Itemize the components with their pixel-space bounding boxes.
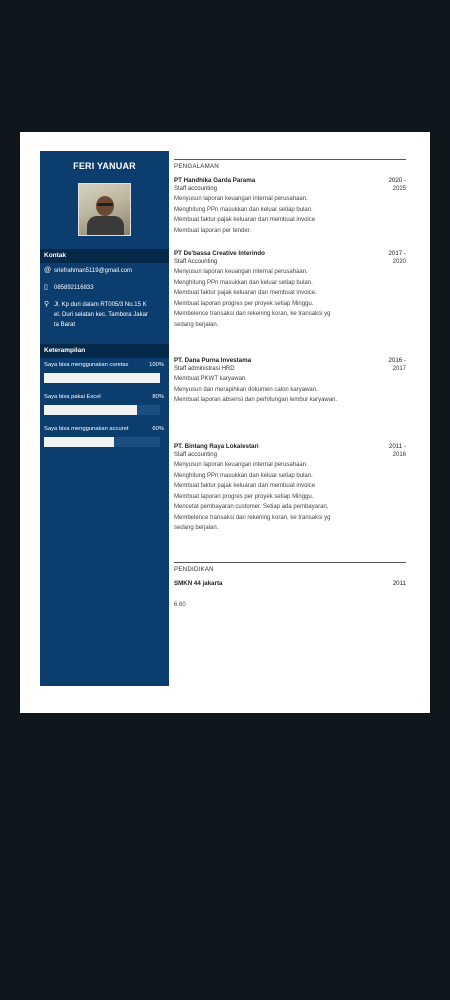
education-note: 6.60 <box>174 602 186 608</box>
contact-heading: Kontak <box>40 249 169 263</box>
contact-email: @ sriefrahman5119@gmail.com <box>44 267 133 274</box>
skill-bar <box>44 405 160 415</box>
job-entry: PT. Bintang Raya Lokalestari 2011 - Staff accounting 2016 Menyusun laporan keuangan internal perusahaan. Menghitung PPn masukkan dan keluar setiap bulan. Membuat faktur pajak keluaran dan membuat invoice Membuat laporan progres per proyek setiap Minggu. Mencetat pembayaran customer. Setiap ada pembayaran, Membelence transaksi dari rekening koran, ke transaksi yg sedang berjalan. <box>174 443 406 531</box>
resume-page <box>20 132 430 713</box>
location-pin-icon: ⚲ <box>44 301 50 308</box>
contact-phone: ▯ 085892116833 <box>44 284 94 291</box>
skill-label: Saya bisa pakai Excel 80% <box>44 394 164 400</box>
experience-heading: PENGALAMAN <box>174 163 219 170</box>
education-entry: SMKN 44 jakarta 2011 <box>174 580 406 587</box>
phone-icon: ▯ <box>44 284 48 291</box>
skill-bar <box>44 373 160 383</box>
divider <box>174 562 406 563</box>
resume-sidebar <box>40 151 169 686</box>
contact-address: ⚲ Jl. Kp duri dalam RT005/3 No.15 K el. Duri selatan kec. Tambora Jakar ta Barat <box>44 301 148 328</box>
job-entry: PT Handhika Garda Parama 2020 - Staff accounting 2025 Menyusun laporan keuangan internal perusahaan. Menghitung PPn masukkan dan keluar setiap bulan. Membuat faktur pajak keluaran dan membuat invoice Membuat laporan per tender. <box>174 177 406 234</box>
skills-heading: Keterampilan <box>40 344 169 358</box>
profile-photo <box>78 183 131 236</box>
profile-name: FERI YANUAR <box>73 161 136 171</box>
education-heading: PENDIDIKAN <box>174 566 214 573</box>
skill-label: Saya bisa menggunakan coretax 100% <box>44 362 164 368</box>
divider <box>174 159 406 160</box>
skill-bar <box>44 437 160 447</box>
skill-label: Saya bisa menggunakan accuret 60% <box>44 426 164 432</box>
job-entry: PT. Dana Purna Investama 2016 - Staff administrasi HRD 2017 Membuat PKWT karyawan. Menyusun dan merapihkan dokumen calon karyawan. Membuat laporan absensi dan perhitungan lembur karyawan. <box>174 357 406 403</box>
job-entry: PT De'bassa Creative Interindo 2017 - Staff Accounting 2020 Menyusun laporan keuangan internal perusahaan. Menghitung PPn masukkan dan keluar setiap bulan. Membuat faktur pajak keluaran dan membuat invoice. Membuat laporan progres per proyek setiap Minggu. Membelence transaksi dari rekening koran, ke transaksi yg sedang berjalan. <box>174 250 406 328</box>
email-icon: @ <box>44 267 52 274</box>
